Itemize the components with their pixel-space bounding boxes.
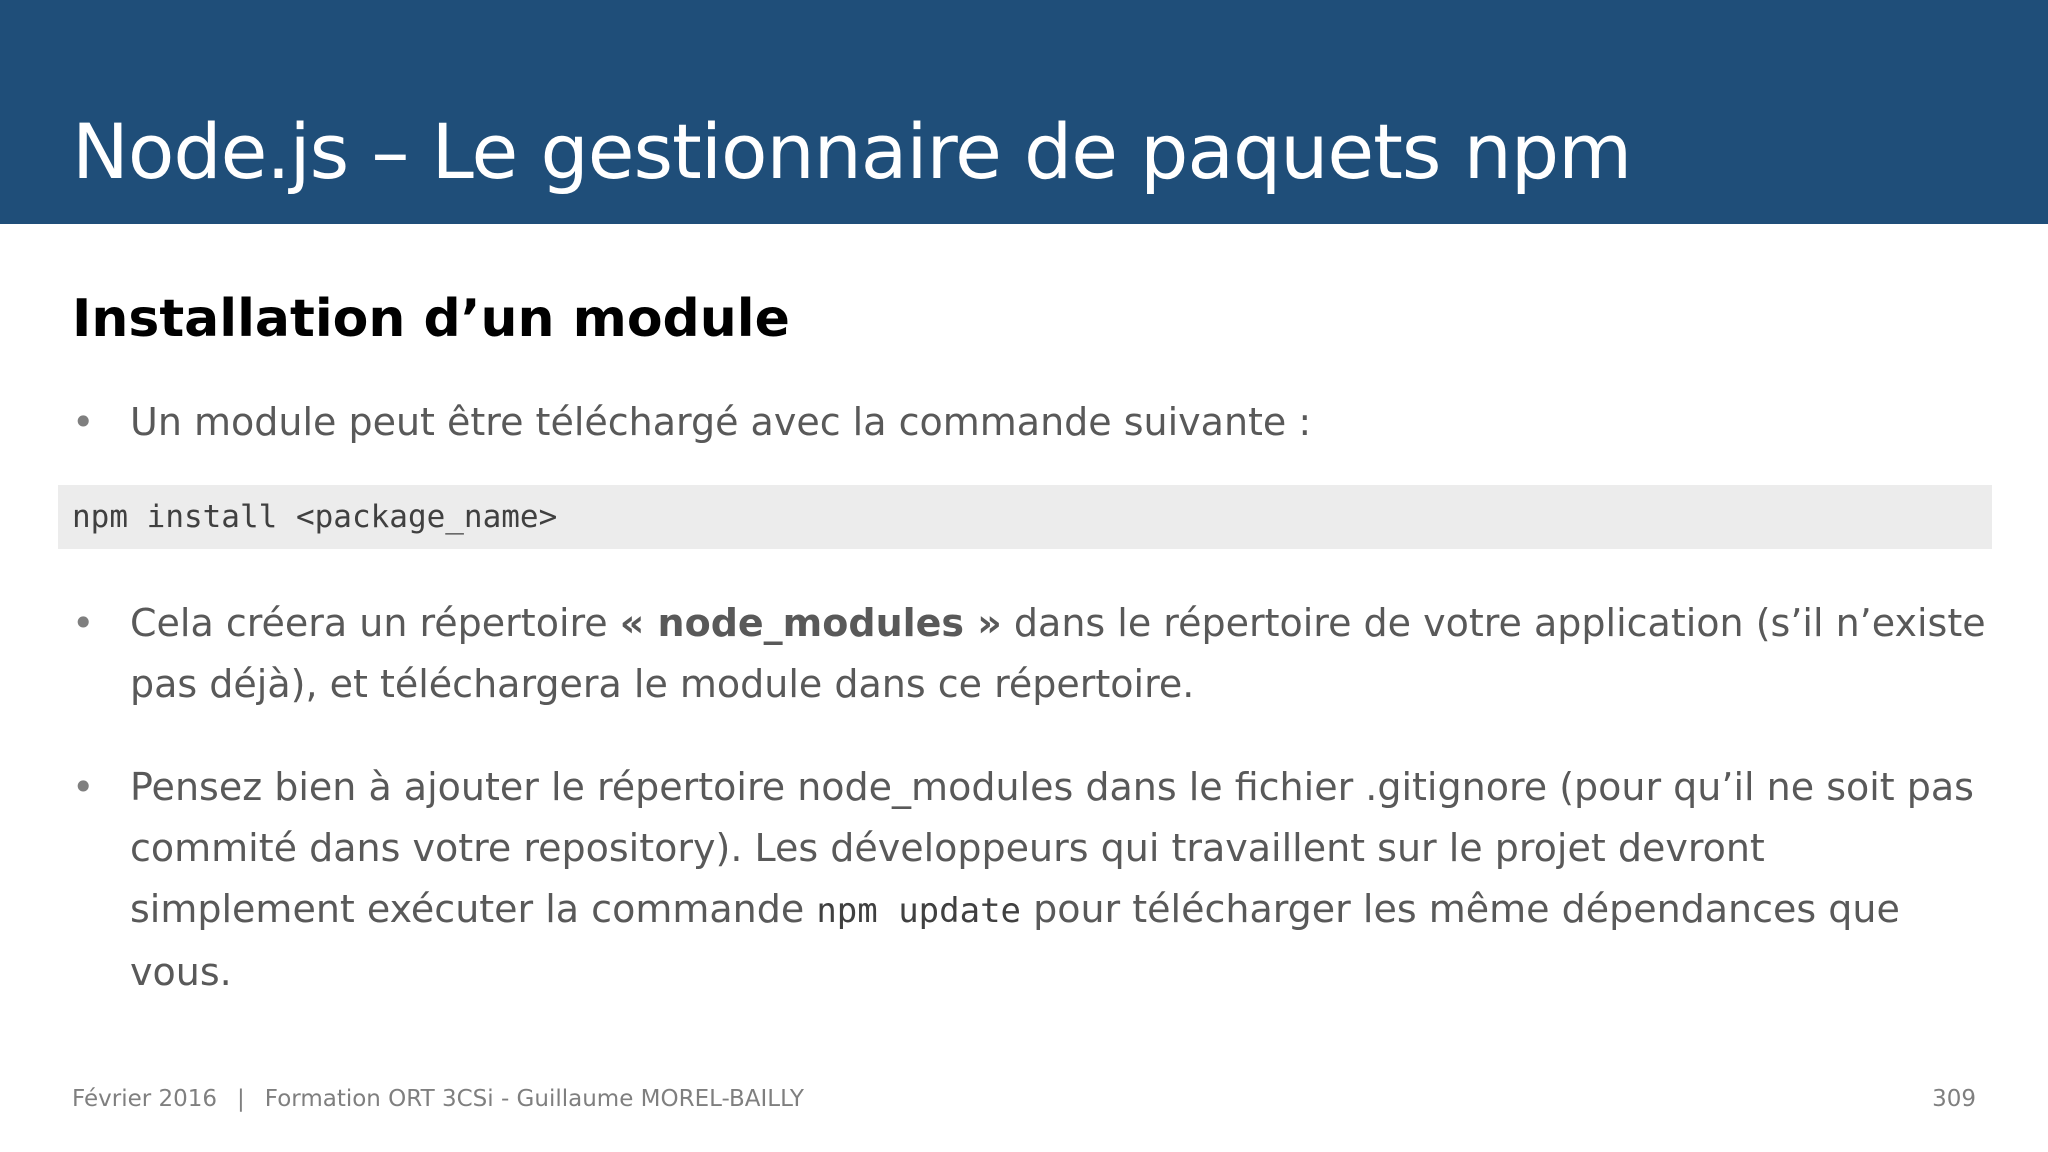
bullet-icon: • (72, 765, 95, 809)
code-block (58, 485, 1992, 549)
node-modules-term: node_modules (657, 601, 965, 645)
bullet-icon: • (72, 400, 95, 444)
bullet-text-part: dans le répertoire de votre application (s’il n’existe pas déjà), et téléchargera le module dans ce répertoire. (130, 601, 1986, 706)
slide-title: Node.js – Le gestionnaire de paquets npm (72, 107, 1632, 196)
code-command: npm install <package_name> (72, 499, 558, 535)
bullet-item (72, 392, 1992, 453)
quote-close: » (964, 601, 1002, 645)
title-bar (0, 0, 2048, 224)
bullet-text: Un module peut être téléchargé avec la commande suivante : (130, 400, 1312, 444)
bullet-text (130, 757, 1992, 1003)
inline-code-command: npm update (816, 891, 1022, 931)
bullet-text-part: pour télécharger les même dépendances que vous. (130, 887, 1900, 994)
bullet-item (72, 593, 1992, 715)
footer-date: Février 2016 (72, 1086, 218, 1112)
section-heading: Installation d’un module (72, 289, 790, 349)
quote-open: « (619, 601, 658, 645)
bullet-icon: • (72, 601, 95, 645)
bullet-text-part: Cela créera un répertoire (130, 601, 620, 645)
slide-footer (72, 1082, 804, 1116)
bullet-text-part: Pensez bien à ajouter le répertoire node_modules dans le fichier .gitignore (pour qu’il ne soit pas commité dans votre repository). Les développeurs qui travaillent sur le projet devront simplement exécuter la commande (130, 765, 1974, 931)
bullet-text (130, 593, 1992, 715)
page-number: 309 (1932, 1086, 1976, 1112)
footer-separator: | (237, 1086, 245, 1112)
bullet-item (72, 757, 1992, 1003)
footer-course: Formation ORT 3CSi - Guillaume MOREL-BAILLY (264, 1086, 804, 1112)
